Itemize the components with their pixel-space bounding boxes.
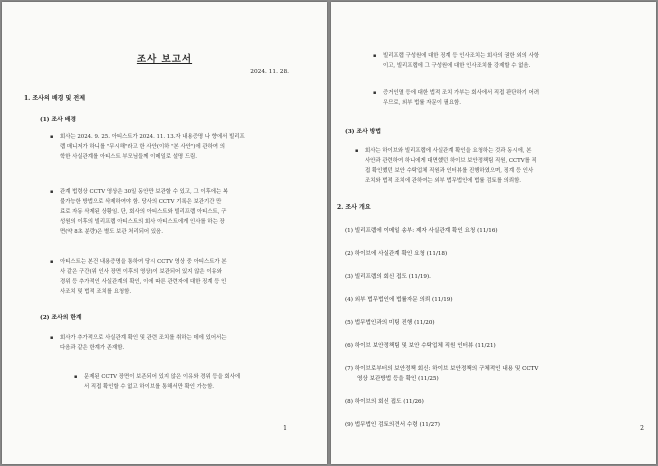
paragraph-limitation-cctv: ▪ 문제된 CCTV 장면이 보존되어 있지 않은 이유와 경위 등을 회사에 서 직접 확인할 수 없고 하이브를 통해서만 확인 가능함. (84, 372, 240, 392)
section-1-heading: 1. 조사의 배경 및 전제 (24, 95, 85, 102)
paragraph-limitations: ▪ 회사가 추가적으로 사실관계 확인 및 관련 조치를 취하는 데에 있어서는 다음과 같은 한계가 존재함. (60, 333, 226, 353)
page-2 (331, 2, 656, 464)
overview-item-5: (5) 법무법인과의 미팅 진행 (11/20) (345, 320, 435, 326)
paragraph-limitation-legal: ▪ 증거인멸 등에 대한 법적 조치 가부는 회사에서 직접 판단하기 어려 우므로, 외부 법률 자문이 필요함. (383, 88, 539, 108)
overview-item-6: (6) 하이브 보안정책팀 및 보안 수탁업체 직원 인터뷰 (11/21) (345, 343, 496, 349)
overview-item-7-continued: 영상 보관방법 등을 확인 (11/25) (357, 376, 439, 382)
overview-item-3: (3) 빌리프랩의 회신 접도 (11/19). (345, 274, 431, 280)
paragraph-background: ▪ 회사는 2024. 9. 25. 아티스트가 2024. 11. 13.자 내용증명 나 향에서 빌리프 랩 매니저가 하니를 "무시해"라고 한 사안(이하 "본 사안")에 관하여 의 학한 사실관계를 아티스트 부모님들께 이메일로 설명 드림. (60, 132, 245, 162)
document-title: 조사 보고서 (136, 54, 193, 65)
page-number-2: 2 (640, 425, 644, 432)
subsection-2-heading: (2) 조사의 한계 (40, 315, 82, 321)
overview-item-4: (4) 외부 법무법인에 법률자문 의뢰 (11/19) (345, 297, 453, 303)
paragraph-method: ▪ 회사는 하이브와 빌리프랩에 사실관계 확인을 요청하는 것과 동시에, 본 사안과 관련하여 하니에게 대면했던 하이브 보안정책팀 직원, CCTV를 직 접 확인했던 보안 수탁업체 직원과 인터뷰를 진행하였으며, 징계 등 인사 조치와 법적 조치에 관하여는 외부 법무법인에 법률 검토를 의뢰함. (365, 146, 537, 186)
paragraph-cctv: ▪ 관계 법령상 CCTV 영상은 30일 동안만 보관할 수 있고, 그 이후에는 복 불가능한 방법으로 삭제하여야 함. 당사의 CCTV 기록은 보관기간 만 료로 자동 삭제된 상황임. 단, 회사의 아티스트와 빌리프랩 아티스트, 구 성원의 이후의 빌리프랩 아티스트의 회사 아티스트에게 인사를 하는 장 면(약 8초 분량)은 별도 보관 처리되어 있음. (60, 187, 228, 237)
overview-item-8: (8) 하이브의 회신 접도 (11/26) (345, 399, 424, 405)
report-date: 2024. 11. 28. (250, 69, 289, 75)
paragraph-limitation-discipline: ▪ 빌리프랩 구성원에 대한 징계 등 인사조치는 회사의 권한 외의 사항 이고, 빌리프랩에 그 구성원에 대한 인사조치를 강제할 수 없음. (383, 51, 539, 71)
overview-item-2: (2) 하이브에 사실관계 확인 요청 (11/18) (345, 251, 448, 257)
subsection-3-heading: (3) 조사 방법 (345, 129, 381, 135)
section-2-heading: 2. 조사 개요 (337, 204, 371, 211)
page-1 (2, 2, 327, 464)
overview-item-9: (9) 법무법인 검토의견서 수령 (11/27) (345, 422, 440, 428)
subsection-1-heading: (1) 조사 배경 (40, 117, 76, 123)
page-number-1: 1 (283, 425, 287, 432)
paragraph-request: ▪ 아티스트는 본건 내용증명을 통하여 당시 CCTV 영상 중 아티스트가 본 사 같은 구간(위 인사 장면 이후의 영상)이 보관되어 있지 않은 이유와 경위 등 추가적인 사실관계의 확인, 이에 따른 관련자에 대한 징계 등 인 사조치 및 법적 조치를 요청함. (60, 257, 227, 297)
overview-item-1: (1) 빌리프랩에 이메일 송부: 제자 사실관계 확인 요청 (11/16) (345, 228, 498, 234)
overview-item-7: (7) 하이브로부터의 보안정책 회신: 하이브 보안정책의 구체적인 내용 및 CCTV (345, 366, 539, 372)
